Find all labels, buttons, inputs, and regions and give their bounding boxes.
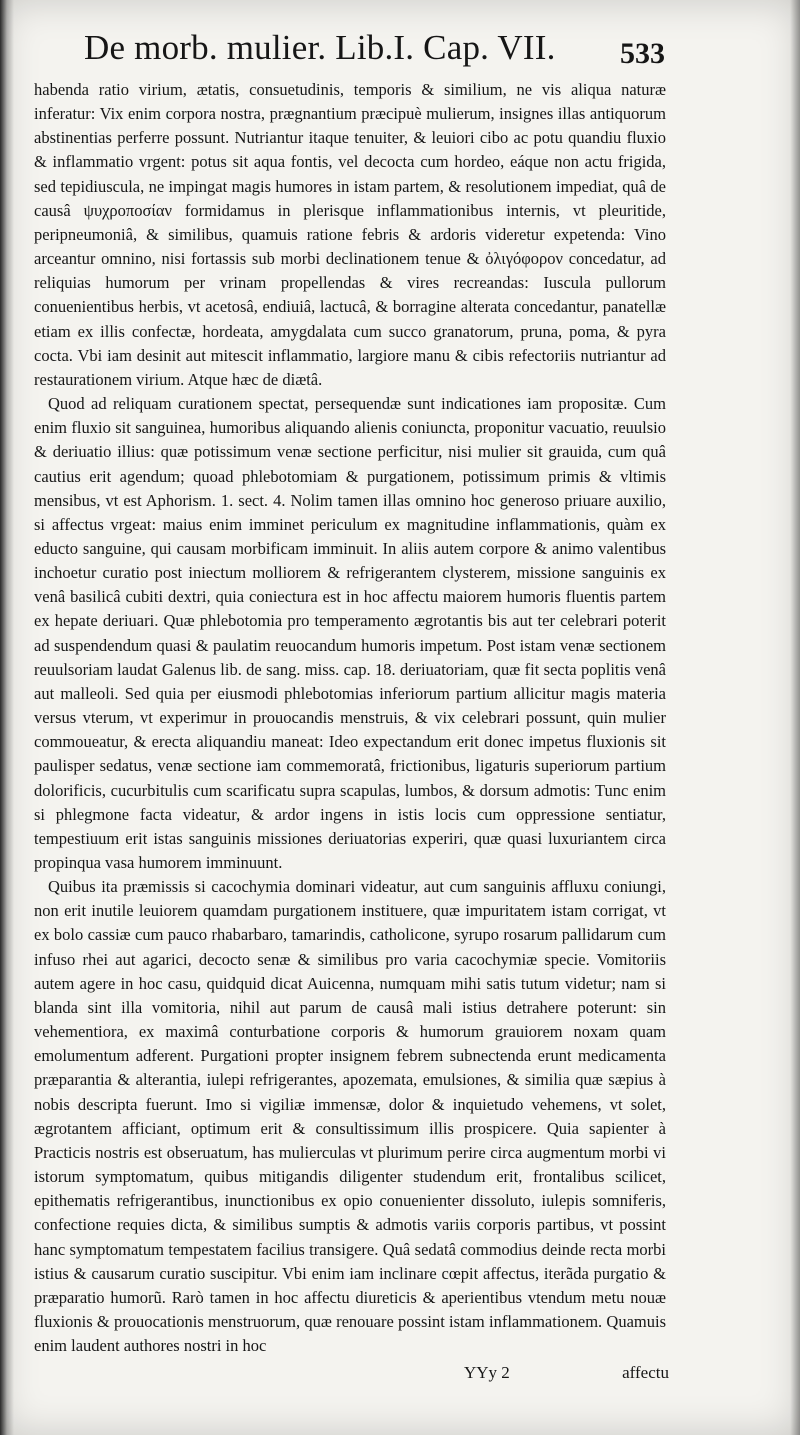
paragraph-diet: habenda ratio virium, ætatis, consuetudinis, temporis & similium, ne vis aliqua naturæ inferatur: Vix enim corpora nostra, prægnantium præcipuè mulierum, insignes illas antiquorum abstinentias perferre possunt. Nutriantur itaque tenuiter, & leuiori cibo ac potu quandiu fluxio & inflammatio vrgent: potus sit aqua fontis, vel decocta cum hordeo, eáque non actu frigida, sed tepidiuscula, ne impingat magis humores in istam partem, & resolutionem impediat, quâ de causâ ψυχροποσίαν formidamus in plerisque inflammationibus internis, vt pleuritide, peripneumoniâ, & similibus, quamuis ratione febris & ardoris videretur expetenda: Vino arceantur omnino, nisi fortassis sub morbi declinationem tenue & ὀλιγόφορον concedatur, ad reliquias humorum per vrinam propellendas & vires recreandas: Iuscula pullorum conuenientibus herbis, vt acetosâ, endiuiâ, lactucâ, & borragine alterata concedantur, panatellæ etiam ex illis confectæ, hordeata, amygdalata cum succo granatorum, pruna, poma, & pyra cocta. Vbi iam desinit aut mitescit inflammatio, largiore manu & cibis refectoriis nutriantur ad restaurationem virium. Atque hæc de diætâ. <box>34 80 666 389</box>
paragraph-cure: Quod ad reliquam curationem spectat, persequendæ sunt indicationes iam propositæ. Cum enim fluxio sit sanguinea, humoribus aliquando alienis coniuncta, proponitur vacuatio, reuulsio & deriuatio illius: quæ potissimum venæ sectione perficitur, nisi mulier sit grauida, cum quâ cautius erit agendum; quoad phlebotomiam & purgationem, potissimum primis & vltimis mensibus, vt est Aphorism. 1. sect. 4. Nolim tamen illas omnino hoc generoso priuare auxilio, si affectus vrgeat: maius enim imminet periculum ex magnitudine inflammationis, quàm ex educto sanguine, qui causam morbificam imminuit. In aliis autem corpore & animo valentibus inchoetur curatio post iniectum molliorem & refrigerantem clysterem, missione sanguinis ex venâ basilicâ cubiti dextri, quia coniectura est in hoc affectu maiorem humoris fluentis partem ex hepate deriuari. Quæ phlebotomia pro temperamento ægrotantis bis aut ter celebrari poterit ad suspendendum quasi & paulatim reuocandum humoris impetum. Post istam venæ sectionem reuulsoriam laudat Galenus lib. de sang. miss. cap. 18. deriuatoriam, quæ fit secta poplitis venâ aut malleoli. Sed quia per eiusmodi phlebotomias inferiorum partium allicitur magis materia versus vterum, vt experimur in prouocandis menstruis, & vix celebrari possunt, quin mulier commoueatur, & erecta aliquandiu maneat: Ideo expectandum erit donec impetus fluxionis sit paulisper sedatus, venæ sectione iam commemoratâ, frictionibus, ligaturis superiorum partium dolorificis, cucurbitulis cum scarificatu supra scapulas, lumbos, & dorsum admotis: Tunc enim si phlegmone facta videatur, & ardor ingens in istis locis cum oppressione sentiatur, tempestiuum erit istas sanguinis missiones deriuatorias experiri, quæ quasi luxuriantem circa propinqua vasa humorem imminuunt. <box>34 394 666 872</box>
page-gutter-shadow <box>0 0 14 1435</box>
page-number: 533 <box>620 37 665 70</box>
page-footer <box>464 1362 669 1384</box>
signature-mark: YYy 2 <box>464 1363 510 1382</box>
page-edge-shadow <box>790 0 800 1435</box>
running-title: De morb. mulier. Lib.I. Cap. VII. <box>84 28 556 67</box>
paragraph-purgation: Quibus ita præmissis si cacochymia dominari videatur, aut cum sanguinis affluxu coniungi, non erit inutile leuiorem quamdam purgationem instituere, quæ impuritatem istam corrigat, vt ex bolo cassiæ cum pauco rhabarbaro, tamarindis, catholicone, syrupo rosarum pallidarum cum infuso rhei aut agarici, decocto senæ & similibus pro varia cacochymiæ specie. Vomitoriis autem agere in hoc casu, quidquid dicat Auicenna, numquam mihi satis tutum videtur; nam si blanda sint illa vomitoria, nihil aut parum de causâ mali istius detrahere poterunt: sin vehementiora, ex maximâ conturbatione corporis & humorum grauiorem noxam quam emolumentum adferent. Purgationi propter insignem febrem subnectenda erunt medicamenta præparantia & alterantia, iulepi refrigerantes, apozemata, emulsiones, & similia quæ sæpius à nobis descripta fuerunt. Imo si vigiliæ immensæ, dolor & inquietudo vehemens, vt solet, ægrotantem afficiant, optimum erit & consultissimum illis prospicere. Quia sapienter à Practicis nostris est obseruatum, has mulierculas vt plurimum perire circa augmentum morbi vi istorum symptomatum, quibus mitigandis diligenter studendum erit, frontalibus scilicet, epithematis refrigerantibus, inunctionibus ex opio conuenienter dissoluto, iulepis somniferis, confectione requies dicta, & similibus sumptis & admotis variis corporis partibus, vt possint hanc symptomatum tempestatem facilius transigere. Quâ sedatâ commodius deinde recta morbi istius & causarum curatio suscipitur. Vbi enim iam inclinare cœpit affectus, iterãda purgatio & præparatio humorũ. Rarò tamen in hoc affectu diureticis & aperientibus vtendum metu nouæ fluxionis & prouocationis menstruorum, quæ renouare possint istam inflammationem. Quamuis enim laudent authores nostri in hoc <box>34 877 666 1356</box>
text-block <box>34 78 666 1358</box>
catchword: affectu <box>622 1363 669 1382</box>
